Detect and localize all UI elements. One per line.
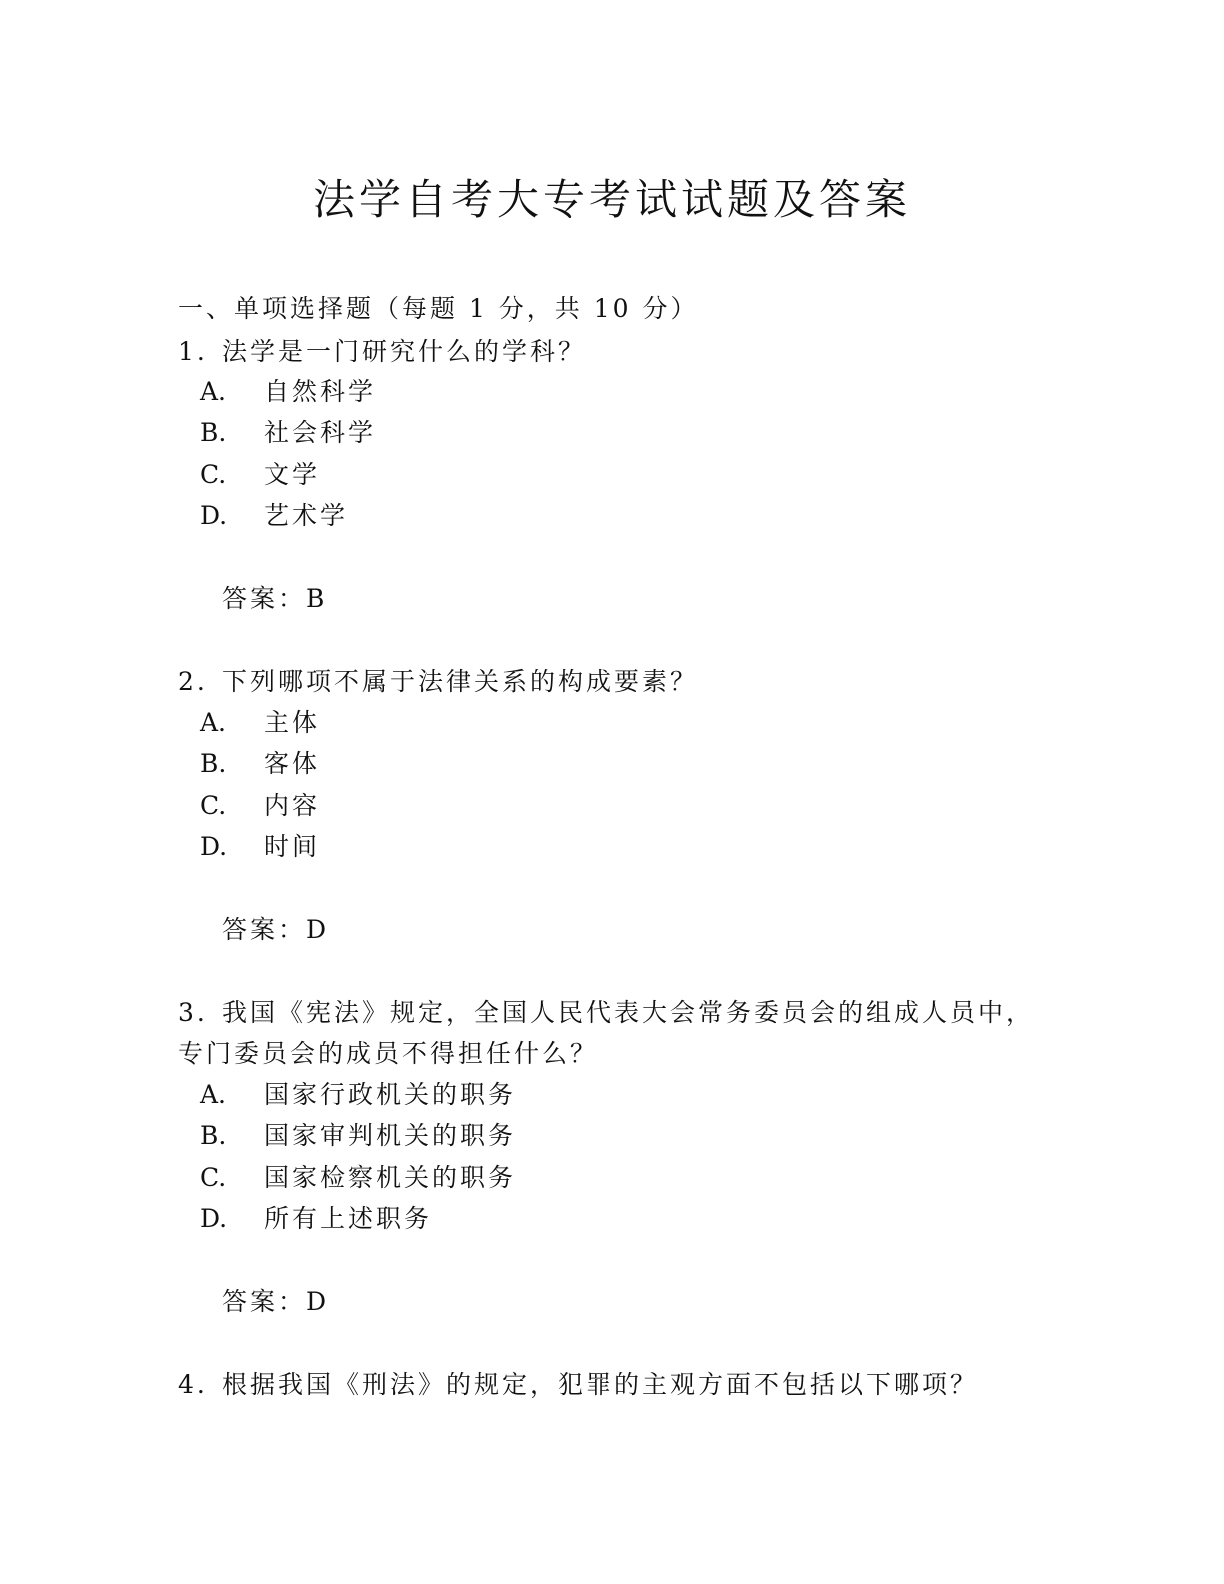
option-text: 艺术学 [264, 501, 349, 530]
option-letter: C. [200, 791, 227, 820]
answer-1: 答案：B [222, 584, 328, 613]
question-text: 我国《宪法》规定，全国人民代表大会常务委员会的组成人员中， [222, 998, 1035, 1027]
question-number: 3. [178, 998, 208, 1027]
document-title: 法学自考大专考试试题及答案 [312, 175, 911, 224]
question-number: 4. [178, 1370, 208, 1399]
option-text: 社会科学 [264, 418, 377, 447]
question-number: 1. [178, 337, 208, 366]
option-text: 国家检察机关的职务 [264, 1163, 517, 1192]
question-text: 法学是一门研究什么的学科？ [222, 337, 587, 366]
question-number: 2. [178, 667, 208, 696]
option-letter: B. [200, 749, 227, 778]
option-letter: B. [200, 418, 227, 447]
option-text: 主体 [264, 708, 321, 737]
option-text: 国家审判机关的职务 [264, 1121, 517, 1150]
option-letter: C. [200, 1163, 227, 1192]
question-4 [178, 1368, 978, 1402]
option-text: 所有上述职务 [264, 1204, 433, 1233]
question-text: 根据我国《刑法》的规定，犯罪的主观方面不包括以下哪项？ [222, 1370, 979, 1399]
option-text: 自然科学 [264, 377, 377, 406]
section-heading: 一、单项选择题（每题 1 分，共 10 分） [178, 294, 699, 323]
question-text: 下列哪项不属于法律关系的构成要素？ [222, 667, 699, 696]
option-letter: A. [200, 1080, 227, 1109]
option-text: 内容 [264, 791, 321, 820]
option-text: 文学 [264, 460, 321, 489]
option-letter: D. [200, 832, 228, 861]
option-letter: A. [200, 708, 227, 737]
option-letter: B. [200, 1121, 227, 1150]
option-text: 国家行政机关的职务 [264, 1080, 517, 1109]
option-text: 客体 [264, 749, 321, 778]
question-3-continuation: 专门委员会的成员不得担任什么？ [178, 1039, 599, 1068]
option-text: 时间 [264, 832, 321, 861]
answer-3: 答案：D [222, 1287, 330, 1316]
option-letter: D. [200, 501, 228, 530]
option-letter: A. [200, 377, 227, 406]
question-3 [178, 996, 1034, 1030]
question-2 [178, 665, 698, 699]
answer-2: 答案：D [222, 915, 330, 944]
question-1 [178, 335, 586, 369]
option-letter: C. [200, 460, 227, 489]
option-letter: D. [200, 1204, 228, 1233]
